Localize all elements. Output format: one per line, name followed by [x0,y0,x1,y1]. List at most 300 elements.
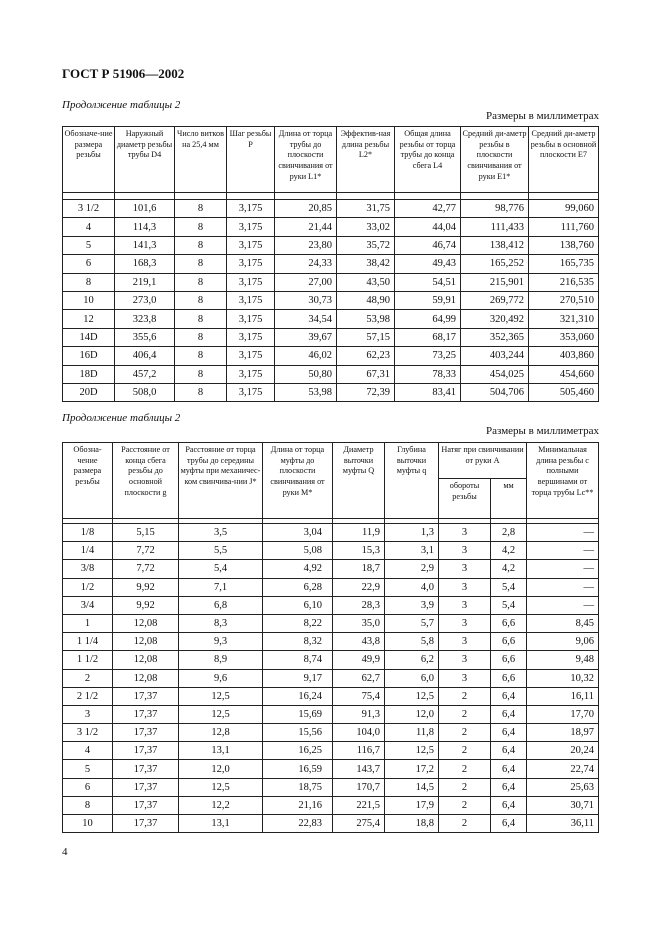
table-cell: 6,4 [491,796,527,814]
table-cell: 11,8 [385,724,439,742]
table-row [63,633,599,651]
table-cell: 219,1 [115,273,175,291]
table-row [63,596,599,614]
table-cell: 9,06 [527,633,599,651]
table-cell: 1/8 [63,524,113,542]
table-cell: 3 [439,560,491,578]
table-cell: 355,6 [115,328,175,346]
table-cell: 16D [63,347,115,365]
table2-header-depth: Глубина выточки муфты q [385,443,439,519]
table-cell: 3 1/2 [63,724,113,742]
table-cell: 44,04 [395,218,461,236]
table2-body [63,519,599,833]
table-cell: 6,6 [491,669,527,687]
table-cell: 17,70 [527,705,599,723]
table-cell: 3/8 [63,560,113,578]
table-cell: 1/4 [63,542,113,560]
table-cell: 8 [175,273,227,291]
table-cell: 454,025 [461,365,529,383]
table-cell: 4,92 [263,560,333,578]
table-cell: 10 [63,815,113,833]
table-cell: 53,98 [337,310,395,328]
table-cell: 18,75 [263,778,333,796]
table-cell: 111,760 [529,218,599,236]
table2-header-min-length: Минимальная длина резьбы с полными вершинами от торца трубы Lc** [527,443,599,519]
table-cell: 9,92 [113,578,179,596]
table2 [62,442,599,833]
table-cell: 17,37 [113,778,179,796]
table-cell: 5,8 [385,633,439,651]
table-cell: 35,72 [337,236,395,254]
table-cell: 34,54 [275,310,337,328]
table-cell: 406,4 [115,347,175,365]
table-cell: 321,310 [529,310,599,328]
table-cell: 6,6 [491,614,527,632]
table-cell: 3,175 [227,383,275,401]
table1 [62,126,599,402]
table-cell: 62,7 [333,669,385,687]
table-cell: 21,16 [263,796,333,814]
table-cell: 17,37 [113,742,179,760]
table-cell: 83,41 [395,383,461,401]
table-cell: 20,24 [527,742,599,760]
table-cell: 6,10 [263,596,333,614]
table-cell: 6,4 [491,742,527,760]
table-cell: 18,97 [527,724,599,742]
table-cell: 8 [175,383,227,401]
table-cell: 4,2 [491,560,527,578]
table-cell: 12,5 [179,705,263,723]
table-cell: — [527,596,599,614]
table-cell: 5,08 [263,542,333,560]
table-row [63,705,599,723]
table-row [63,273,599,291]
table-cell: 23,80 [275,236,337,254]
table-cell: 46,74 [395,236,461,254]
table-cell: 6,2 [385,651,439,669]
table-cell: 12,08 [113,614,179,632]
table2-header-length: Длина от торца муфты до плоскости свинчивания от руки M* [263,443,333,519]
table-cell: 4,2 [491,542,527,560]
table-cell: 49,9 [333,651,385,669]
document-title: ГОСТ Р 51906—2002 [62,66,185,81]
table-cell: 2 [63,669,113,687]
table1-header: Длина от торца трубы до плоскости свинчивания от руки L1* [275,127,337,193]
table-cell: 6 [63,778,113,796]
table-cell: 3,175 [227,365,275,383]
table-cell: 114,3 [115,218,175,236]
table-cell: — [527,578,599,596]
table-cell: — [527,560,599,578]
table-row [63,347,599,365]
table-cell: 6,4 [491,760,527,778]
table-cell: 10,32 [527,669,599,687]
table-cell: 1 1/2 [63,651,113,669]
table-cell: 17,2 [385,760,439,778]
table-cell: 36,11 [527,815,599,833]
table-cell: 2 [439,705,491,723]
table-row [63,365,599,383]
table2-header-tightness: Натяг при свинчивании от руки A [439,443,527,479]
table-cell: 505,460 [529,383,599,401]
table-cell: 352,365 [461,328,529,346]
table-row [63,218,599,236]
table-cell: 99,060 [529,200,599,218]
table-cell: 12,5 [179,778,263,796]
table-cell: 14,5 [385,778,439,796]
table-cell: 8,22 [263,614,333,632]
table-cell: 75,4 [333,687,385,705]
table-cell: 15,3 [333,542,385,560]
table-cell: 8,74 [263,651,333,669]
table-cell: 22,9 [333,578,385,596]
table-cell: 54,51 [395,273,461,291]
table-cell: 6,8 [179,596,263,614]
table-cell: 215,901 [461,273,529,291]
table-cell: 141,3 [115,236,175,254]
table-cell: 143,7 [333,760,385,778]
table-cell: 3 [439,596,491,614]
table-cell: 2,8 [491,524,527,542]
table-row [63,255,599,273]
table-cell: 3 [439,542,491,560]
table-cell: 9,17 [263,669,333,687]
table-cell: 17,37 [113,815,179,833]
table-cell: 5,4 [179,560,263,578]
table1-header: Общая длина резьбы от торца трубы до конца сбега L4 [395,127,461,193]
table-cell: 16,25 [263,742,333,760]
table-cell: 59,91 [395,291,461,309]
table-cell: 12,08 [113,669,179,687]
table-row [63,651,599,669]
table-row [63,542,599,560]
table-cell: 3,04 [263,524,333,542]
table-cell: 4,0 [385,578,439,596]
table-cell: 3 1/2 [63,200,115,218]
table-cell: 8,45 [527,614,599,632]
table-row [63,328,599,346]
table-cell: 5,4 [491,578,527,596]
table-row [63,742,599,760]
table-row [63,200,599,218]
table-cell: 50,80 [275,365,337,383]
table-cell: 18D [63,365,115,383]
table-cell: 403,860 [529,347,599,365]
table2-header-distance-a: Расстояние от конца сбега резьбы до основной плоскости g [113,443,179,519]
table-cell: 457,2 [115,365,175,383]
table-cell: 27,00 [275,273,337,291]
table-cell: 43,50 [337,273,395,291]
table-cell: 14D [63,328,115,346]
table-cell: 165,252 [461,255,529,273]
table-row [63,291,599,309]
table-row [63,815,599,833]
table-cell: 403,244 [461,347,529,365]
table-cell: 7,72 [113,560,179,578]
table-cell: 8 [175,310,227,328]
table-cell: 12,5 [179,687,263,705]
table2-units: Размеры в миллиметрах [486,425,599,437]
table-cell: 42,77 [395,200,461,218]
table-cell: 16,24 [263,687,333,705]
table-cell: 6,4 [491,778,527,796]
table-cell: 2 [439,687,491,705]
table-cell: 78,33 [395,365,461,383]
table-cell: 323,8 [115,310,175,328]
table-cell: 270,510 [529,291,599,309]
table-cell: 3,175 [227,200,275,218]
table-cell: 3,175 [227,255,275,273]
table-cell: 273,0 [115,291,175,309]
table-cell: 2 [439,724,491,742]
table-cell: 64,99 [395,310,461,328]
table1-header: Обозначе-ние размера резьбы [63,127,115,193]
table-cell: 17,37 [113,705,179,723]
table-cell: 5 [63,760,113,778]
table-cell: 18,8 [385,815,439,833]
table1-header: Средний ди-аметр резьбы в плоскости свинчивания от руки E1* [461,127,529,193]
table-cell: 72,39 [337,383,395,401]
table-cell: 11,9 [333,524,385,542]
table1-header: Наружный диаметр резьбы трубы D4 [115,127,175,193]
table-row [63,310,599,328]
table-cell: 3 [439,578,491,596]
table-cell: 8,3 [179,614,263,632]
table-cell: 168,3 [115,255,175,273]
table-cell: 3,175 [227,347,275,365]
table-cell: 43,8 [333,633,385,651]
table-cell: 3/4 [63,596,113,614]
table-cell: 2,9 [385,560,439,578]
table-row [63,687,599,705]
table2-header-turns: обороты резьбы [439,479,491,519]
table-cell: 138,760 [529,236,599,254]
table-cell: 2 [439,796,491,814]
table-cell: 8 [63,796,113,814]
table-cell: 8 [175,218,227,236]
table-cell: 170,7 [333,778,385,796]
table-cell: 3 [439,651,491,669]
table2-header-distance-b: Расстояние от торца трубы до середины муфты при механичес-ком свинчива-нии J* [179,443,263,519]
table-cell: 6,6 [491,633,527,651]
table-cell: 33,02 [337,218,395,236]
table-cell: 8 [175,365,227,383]
table-cell: 12,0 [385,705,439,723]
table-cell: 22,74 [527,760,599,778]
table-row [63,578,599,596]
table-cell: 104,0 [333,724,385,742]
table-cell: 12,8 [179,724,263,742]
table-cell: 8,9 [179,651,263,669]
table-cell: 24,33 [275,255,337,273]
page-number: 4 [62,846,68,858]
table-cell: 101,6 [115,200,175,218]
table1-header: Число витков на 25,4 мм [175,127,227,193]
table-cell: 3,9 [385,596,439,614]
table-cell: 6,4 [491,687,527,705]
table-cell: 91,3 [333,705,385,723]
table-cell: 3,175 [227,218,275,236]
table1-header: Эффектив-ная длина резьбы L2* [337,127,395,193]
table-cell: 3,175 [227,236,275,254]
table-cell: 49,43 [395,255,461,273]
table-row [63,524,599,542]
table-cell: 6,28 [263,578,333,596]
table-cell: 165,735 [529,255,599,273]
table-cell: 5,15 [113,524,179,542]
table-cell: 8 [175,347,227,365]
table-cell: 5 [63,236,115,254]
table-cell: 16,11 [527,687,599,705]
table-cell: 269,772 [461,291,529,309]
table-row [63,760,599,778]
table-cell: 1 1/4 [63,633,113,651]
table-cell: 7,72 [113,542,179,560]
table-cell: 3,1 [385,542,439,560]
table-row [63,796,599,814]
table-cell: 138,412 [461,236,529,254]
table-cell: 35,0 [333,614,385,632]
table-cell: 4 [63,218,115,236]
table-cell: 3,175 [227,273,275,291]
table-cell: 221,5 [333,796,385,814]
table-cell: 8,32 [263,633,333,651]
table-cell: 6,4 [491,815,527,833]
table-cell: 116,7 [333,742,385,760]
table-cell: 38,42 [337,255,395,273]
table-cell: 1,3 [385,524,439,542]
table-cell: 16,59 [263,760,333,778]
table-cell: 6,6 [491,651,527,669]
table-cell: 12,5 [385,687,439,705]
table-cell: 3 [63,705,113,723]
table-cell: 48,90 [337,291,395,309]
table-cell: 320,492 [461,310,529,328]
table-cell: 3 [439,614,491,632]
table-cell: 13,1 [179,815,263,833]
table-cell: 17,9 [385,796,439,814]
table-cell: 1/2 [63,578,113,596]
table-cell: 22,83 [263,815,333,833]
table-row [63,724,599,742]
table-cell: 30,71 [527,796,599,814]
table-cell: 2 1/2 [63,687,113,705]
table2-header-designation: Обозна-чение размера резьбы [63,443,113,519]
table-cell: 216,535 [529,273,599,291]
table-cell: 9,92 [113,596,179,614]
table-cell: 15,56 [263,724,333,742]
table-cell: 46,02 [275,347,337,365]
table-cell: 15,69 [263,705,333,723]
table-cell: 2 [439,815,491,833]
table-cell: 57,15 [337,328,395,346]
table-cell: 39,67 [275,328,337,346]
table-cell: 68,17 [395,328,461,346]
table-row [63,614,599,632]
table-cell: 111,433 [461,218,529,236]
table-cell: 13,1 [179,742,263,760]
table-cell: 20,85 [275,200,337,218]
table-cell: 3 [439,633,491,651]
table-cell: 6,4 [491,724,527,742]
table-cell: 18,7 [333,560,385,578]
table-cell: 9,3 [179,633,263,651]
table-cell: 17,37 [113,687,179,705]
table-cell: 3,175 [227,291,275,309]
table-cell: 2 [439,742,491,760]
table-cell: 1 [63,614,113,632]
table-cell: 12,0 [179,760,263,778]
table-cell: 3,5 [179,524,263,542]
table-row [63,560,599,578]
table-row [63,383,599,401]
table-cell: 67,31 [337,365,395,383]
table2-header-diameter: Диаметр выточки муфты Q [333,443,385,519]
table-cell: 353,060 [529,328,599,346]
table1-header: Средний ди-аметр резьбы в основной плоскости E7 [529,127,599,193]
table-cell: 98,776 [461,200,529,218]
table-cell: 8 [63,273,115,291]
table-cell: 8 [175,255,227,273]
table-cell: 12 [63,310,115,328]
table-cell: 8 [175,291,227,309]
table-cell: 5,7 [385,614,439,632]
table-cell: 10 [63,291,115,309]
table-cell: 504,706 [461,383,529,401]
table-cell: 62,23 [337,347,395,365]
table-cell: 454,660 [529,365,599,383]
table-cell: 20D [63,383,115,401]
table-cell: 21,44 [275,218,337,236]
table-cell: 3,175 [227,328,275,346]
table-cell: 28,3 [333,596,385,614]
table-cell: 9,6 [179,669,263,687]
table-cell: 6,4 [491,705,527,723]
table-cell: 6,0 [385,669,439,687]
table-cell: 8 [175,200,227,218]
table-row [63,669,599,687]
table-cell: 17,37 [113,724,179,742]
table1-units: Размеры в миллиметрах [486,110,599,122]
table-cell: 25,63 [527,778,599,796]
table-row [63,236,599,254]
table-cell: 3,175 [227,310,275,328]
table-cell: 2 [439,778,491,796]
table1-header: Шаг резьбы P [227,127,275,193]
table-cell: 12,2 [179,796,263,814]
table2-header-mm: мм [491,479,527,519]
table-row [63,778,599,796]
table-cell: 4 [63,742,113,760]
table-cell: 8 [175,328,227,346]
table-cell: 7,1 [179,578,263,596]
table-cell: — [527,524,599,542]
table2-caption: Продолжение таблицы 2 [62,412,181,424]
table-cell: 17,37 [113,760,179,778]
table-cell: 275,4 [333,815,385,833]
table-cell: 73,25 [395,347,461,365]
table-cell: 31,75 [337,200,395,218]
table-cell: 5,5 [179,542,263,560]
table-cell: 3 [439,524,491,542]
table-cell: 53,98 [275,383,337,401]
table-cell: 12,08 [113,651,179,669]
table1-caption: Продолжение таблицы 2 [62,99,181,111]
table-cell: 12,5 [385,742,439,760]
table-cell: 30,73 [275,291,337,309]
table-cell: 3 [439,669,491,687]
table-cell: 17,37 [113,796,179,814]
